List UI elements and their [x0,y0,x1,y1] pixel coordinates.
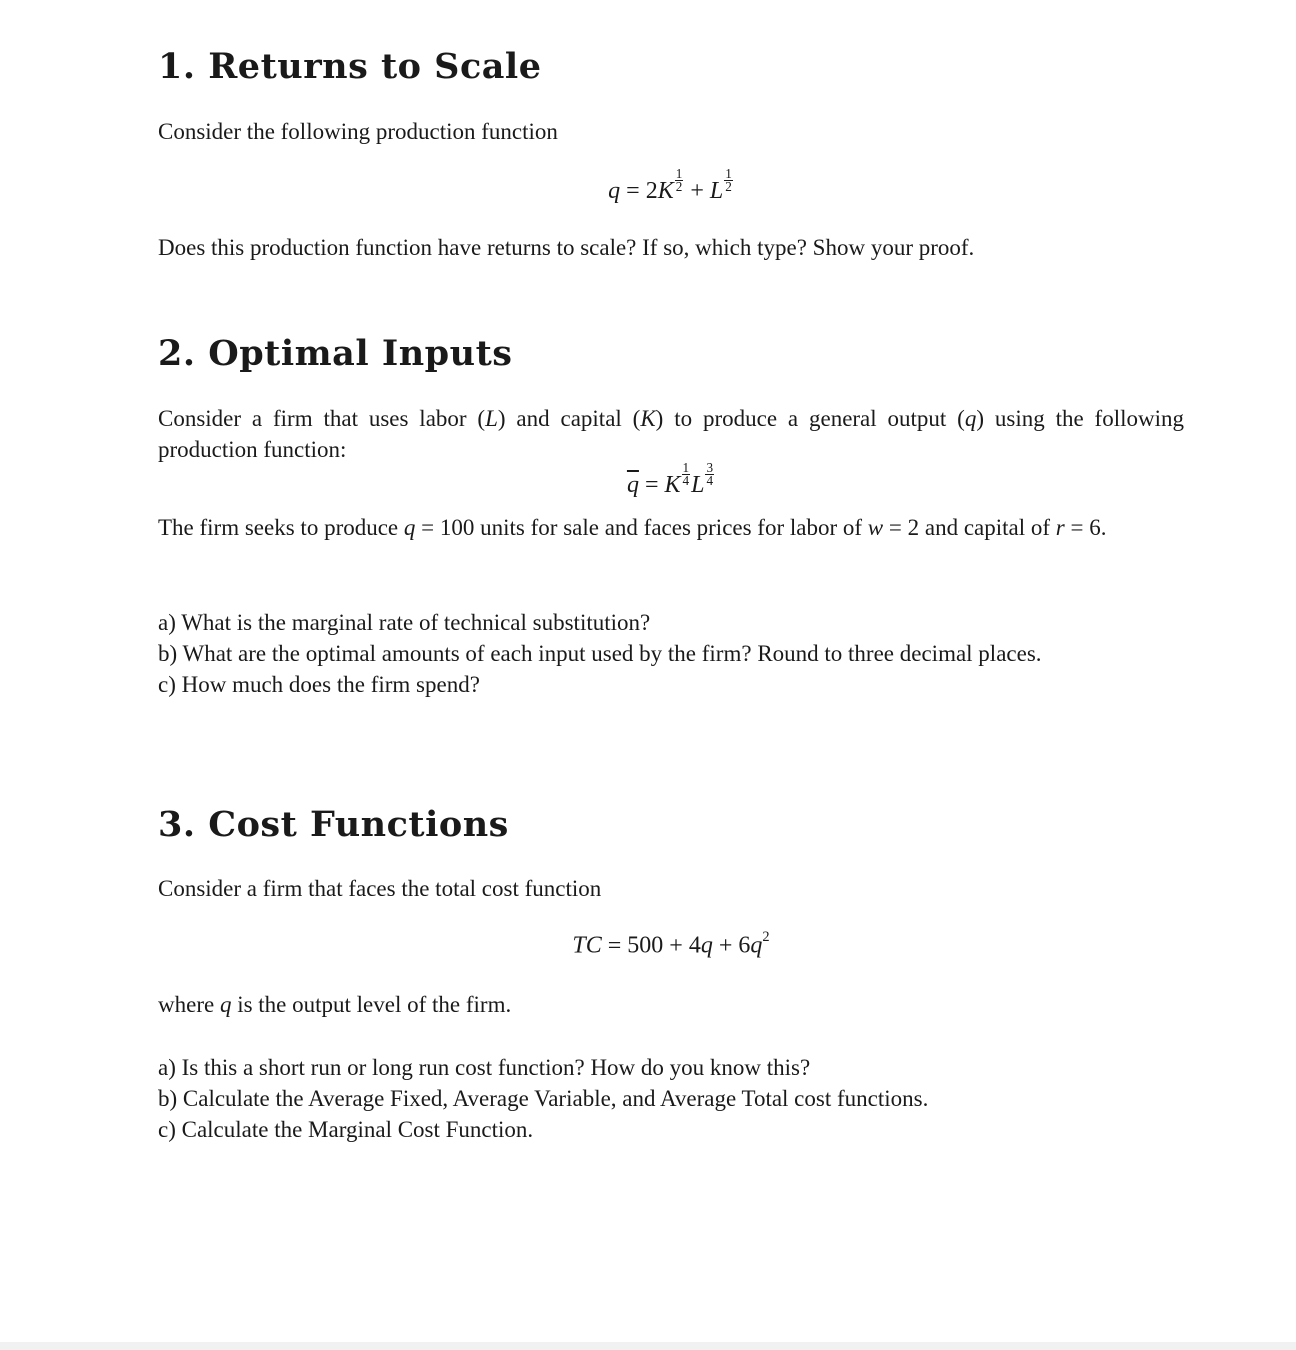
list-item: a) What is the marginal rate of technical substitution? [158,610,651,635]
list-item: c) Calculate the Marginal Cost Function. [158,1117,534,1142]
list-item: b) What are the optimal amounts of each input used by the firm? Round to three decimal places. [158,641,1042,666]
section-2-questions [158,607,1184,700]
section-1-heading: 1. Returns to Scale [158,46,542,87]
list-item: c) How much does the firm spend? [158,672,480,697]
list-item: a) Is this a short run or long run cost function? How do you know this? [158,1055,811,1080]
section-1-intro: Consider the following production function [158,119,558,144]
section-2-heading: 2. Optimal Inputs [158,333,513,374]
section-3-where: where q is the output level of the firm. [158,992,512,1017]
section-3-heading: 3. Cost Functions [158,804,509,845]
exponent-fraction: $\frac{1}{4}$ [682,460,690,488]
section-1-equation: q = 2K $\frac{1}{2}$ + L $\frac{1}{2}$ [608,166,732,205]
section-3-equation: TC = $500 + 4q + 6q^2$ [572,929,770,959]
list-item: b) Calculate the Average Fixed, Average Variable, and Average Total cost functions. [158,1086,929,1111]
page-bottom-edge [0,1342,1296,1350]
section-3-questions [158,1052,1184,1145]
section-2-setup: The firm seeks to produce q = 100 units for sale and faces prices for labor of w = 2 and capital of r = 6. [158,515,1107,540]
section-3-intro: Consider a firm that faces the total cost function [158,876,602,901]
section-1-question: Does this production function have returns to scale? If so, which type? Show your proof. [158,235,975,260]
section-2-equation: $\overline{q} = K$ $\frac{1}{4}$ L $\frac{3}{4}$ [626,460,714,499]
exponent-fraction: $\frac{1}{2}$ [725,166,732,194]
exponent-fraction: $\frac{3}{4}$ [706,460,714,488]
section-2-intro: Consider a firm that uses labor (L) and capital (K) to produce a general output (q) using the following production function: [158,406,1184,462]
exponent-fraction: $\frac{1}{2}$ [675,166,683,194]
